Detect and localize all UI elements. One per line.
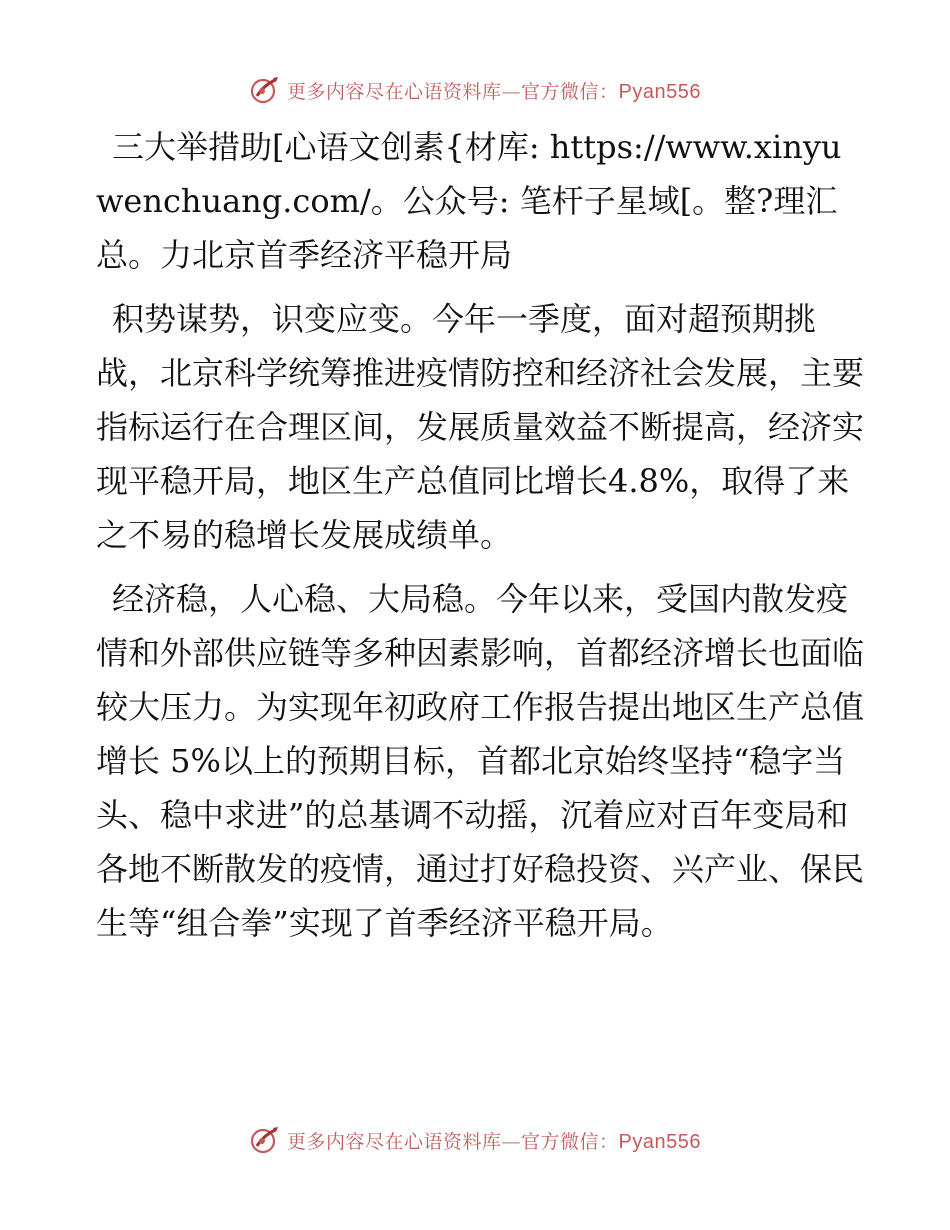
banner-slogan: 更多内容尽在心语资料库 [287, 80, 502, 103]
paragraph: 积势谋势，识变应变。今年一季度，面对超预期挑战，北京科学统筹推进疫情防控和经济社会发展，主要指标运行在合理区间，发展质量效益不断提高，经济实现平稳开局，地区生产总值同比增长4.8%，取得了来之不易的稳增长发展成绩单。 [96, 300, 865, 554]
document-body [96, 120, 866, 960]
banner-wechat-id: Pyan556 [618, 1130, 701, 1153]
banner-text [287, 77, 701, 104]
banner-slogan: 更多内容尽在心语资料库 [287, 1130, 502, 1153]
banner-content [249, 74, 701, 106]
pen-brush-logo-icon [249, 1124, 281, 1156]
paragraph-title: 三大举措助[心语文创素{材库: https://www.xinyuwenchuang.com/。公众号: 笔杆子星域[。整?理汇总。力北京首季经济平稳开局 [96, 128, 842, 274]
banner-separator: — [501, 80, 522, 103]
paragraph: 经济稳，人心稳、大局稳。今年以来，受国内散发疫情和外部供应链等多种因素影响，首都经济增长也面临较大压力。为实现年初政府工作报告提出地区生产总值增长 5%以上的预期目标，首都北京始终坚持“稳字当头、稳中求进”的总基调不动摇，沉着应对百年变局和各地不断散发的疫情，通过打好稳投资、兴产业、保民生等“组合拳”实现了首季经济平稳开局。 [96, 580, 865, 942]
footer-banner [0, 1120, 950, 1160]
banner-separator: — [501, 1130, 522, 1153]
banner-content [249, 1124, 701, 1156]
pen-brush-logo-icon [249, 74, 281, 106]
banner-official-label: 官方微信： [521, 80, 619, 103]
header-banner [0, 70, 950, 110]
banner-text [287, 1127, 701, 1154]
banner-wechat-id: Pyan556 [618, 80, 701, 103]
banner-official-label: 官方微信： [521, 1130, 619, 1153]
